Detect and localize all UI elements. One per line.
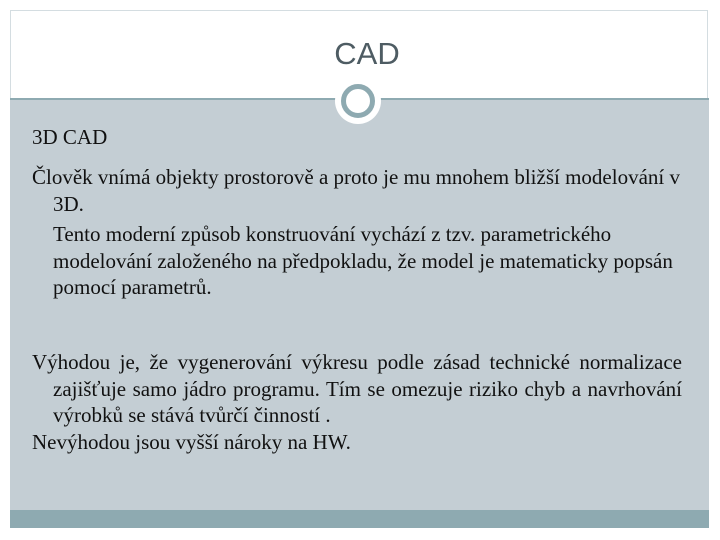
paragraph-parametric: Tento moderní způsob konstruování vychází z tzv. parametrického modelování založeného na předpokladu, že model je matematicky popsán pomocí parametrů. [53,222,673,299]
divider-circle-icon [335,78,381,124]
bottom-bar [10,510,709,528]
paragraph-disadvantage: Nevýhodou jsou vyšší nároky na HW. [32,429,351,454]
slide-title: CAD [334,36,400,71]
heading-3d-cad: 3D CAD [32,125,108,149]
circle-ring [341,84,375,118]
body-block-1 [32,164,682,301]
body-block-2 [32,349,682,455]
paragraph-perception: Člověk vnímá objekty prostorově a proto je mu mnohem bližší modelování v 3D. [32,165,680,216]
paragraph-advantage: Výhodou je, že vygenerování výkresu podle zásad technické normalizace zajišťuje samo jádro programu. Tím se omezuje riziko chyb a navrhování výrobků se stává tvůrčí činností . [32,350,682,427]
